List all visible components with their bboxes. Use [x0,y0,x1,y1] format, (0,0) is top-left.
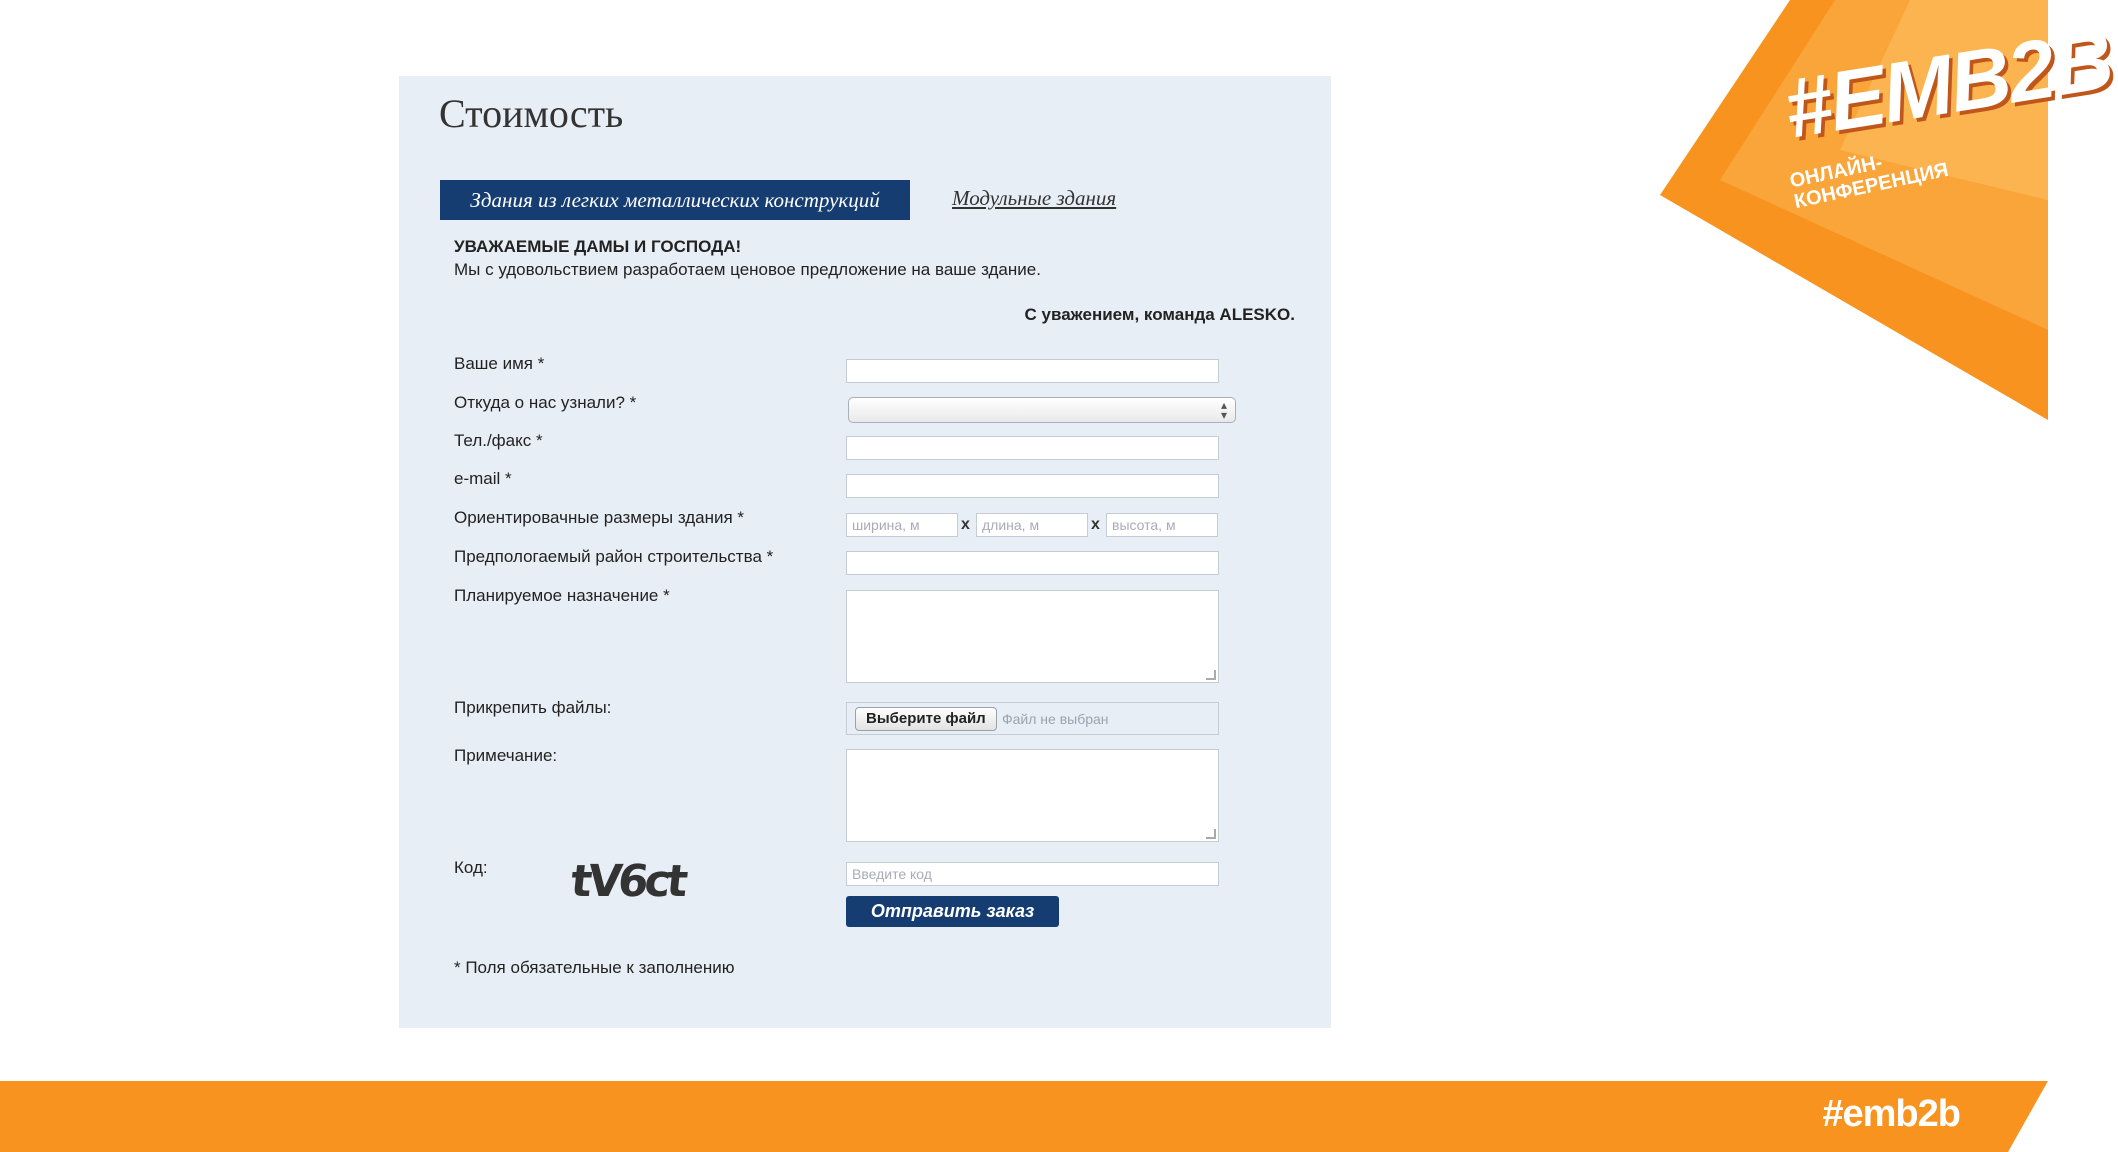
purpose-textarea[interactable] [846,590,1219,683]
tab-metal-buildings[interactable]: Здания из легких металлических конструкций [440,180,910,220]
greeting-title: УВАЖАЕМЫЕ ДАМЫ И ГОСПОДА! [454,237,742,256]
size-label: Ориентировачные размеры здания * [454,508,745,527]
required-fields-note: * Поля обязательные к заполнению [454,958,735,977]
resize-grip-icon[interactable] [1206,670,1216,680]
choose-file-button[interactable]: Выберите файл [855,707,997,731]
tab-modular-buildings[interactable]: Модульные здания [952,186,1117,210]
footer-notch [2008,1081,2048,1152]
footer-hashtag: #emb2b [1822,1093,1960,1135]
email-input[interactable] [846,474,1219,498]
source-select[interactable] [848,397,1236,423]
greeting-text: Мы с удовольствием разработаем ценовое предложение на ваше здание. [454,260,1041,279]
code-input[interactable]: Введите код [846,862,1219,886]
name-input[interactable] [846,359,1219,383]
brand-logo-subtitle: ОНЛАЙН-КОНФЕРЕНЦИЯ [1787,151,1951,214]
file-picker [846,702,1219,735]
submit-order-button[interactable]: Отправить заказ [846,896,1059,927]
select-arrows-icon: ▴ ▾ [1220,398,1227,422]
region-input[interactable] [846,551,1219,575]
footer-band [0,1081,2048,1152]
captcha-image: tV6ct [568,856,687,907]
resize-grip-icon[interactable] [1206,829,1216,839]
length-input[interactable]: длина, м [976,513,1088,537]
name-label: Ваше имя * [454,354,545,373]
code-label: Код: [454,858,488,877]
page-title: Стоимость [439,91,624,136]
phone-label: Тел./факс * [454,431,543,450]
brand-logo-text: #EMB2B [1778,11,2118,156]
email-label: e-mail * [454,469,512,488]
region-label: Предпологаемый район строительства * [454,547,774,566]
file-status-text: Файл не выбран [1002,711,1109,727]
purpose-label: Планируемое назначение * [454,586,670,605]
times-sign: x [961,516,970,533]
note-label: Примечание: [454,746,558,765]
source-label: Откуда о нас узнали? * [454,393,637,412]
files-label: Прикрепить файлы: [454,698,612,717]
greeting-signature: С уважением, команда ALESKO. [1024,305,1295,324]
width-input[interactable]: ширина, м [846,513,958,537]
pricing-form-panel [399,76,1331,1028]
note-textarea[interactable] [846,749,1219,842]
phone-input[interactable] [846,436,1219,460]
times-sign: x [1091,516,1100,533]
height-input[interactable]: высота, м [1106,513,1218,537]
